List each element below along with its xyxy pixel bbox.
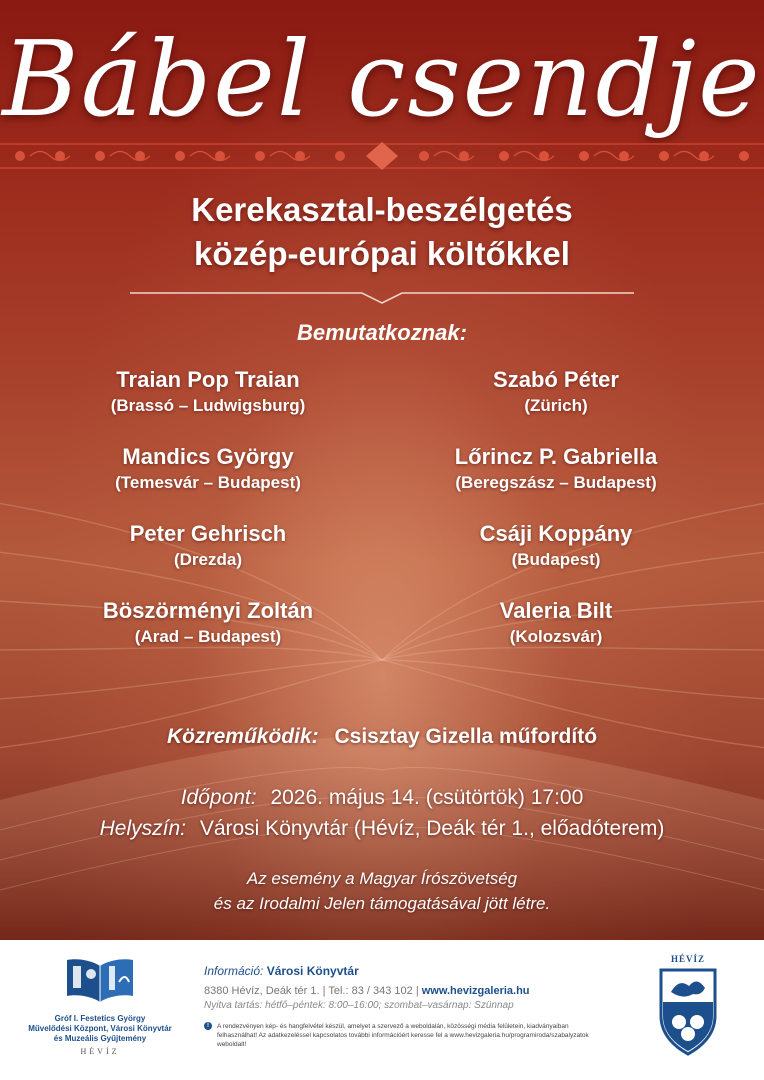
- presenter-location: (Arad – Budapest): [134, 627, 282, 646]
- org-line-1: Gróf I. Festetics György: [54, 1014, 146, 1023]
- organization-logo: [20, 952, 180, 1072]
- info-icon: !: [204, 1022, 212, 1030]
- presenter-item: [366, 366, 746, 443]
- presenter-name: Szabó Péter: [493, 367, 619, 392]
- presenters-left-column: [18, 366, 398, 674]
- contact-info: [204, 964, 624, 1011]
- presenter-item: [18, 443, 398, 520]
- info-label: Információ:: [204, 964, 264, 978]
- contributor-value: Csisztay Gizella műfordító: [334, 725, 598, 748]
- venue-value: Városi Könyvtár (Hévíz, Deák tér 1., előadóterem): [199, 817, 665, 840]
- separator: |: [415, 985, 422, 997]
- presenter-location: (Budapest): [511, 550, 601, 569]
- website-link[interactable]: www.hevizgaleria.hu: [421, 985, 530, 997]
- presenter-location: (Kolozsvár): [509, 627, 603, 646]
- organization-city: HÉVÍZ: [80, 1047, 120, 1056]
- heviz-crest: [648, 954, 728, 1074]
- presenter-location: (Drezda): [173, 550, 242, 569]
- time-line: [0, 782, 764, 813]
- time-label: Időpont:: [180, 786, 257, 809]
- org-line-3: és Muzeális Gyűjtemény: [53, 1034, 147, 1043]
- org-line-2: Művelődési Központ, Városi Könyvtár: [28, 1024, 172, 1033]
- presenter-item: [366, 443, 746, 520]
- contributor-line: [0, 725, 764, 749]
- crest-city: HÉVÍZ: [670, 954, 705, 964]
- heviz-crest-icon: [655, 964, 721, 1060]
- presenter-name: Csáji Koppány: [479, 521, 633, 546]
- support-line-2: és az Irodalmi Jelen támogatásával jött létre.: [213, 894, 551, 913]
- presenter-item: [18, 520, 398, 597]
- presenter-name: Valeria Bilt: [499, 598, 613, 623]
- venue-label: Helyszín:: [99, 817, 186, 840]
- divider-line: [0, 287, 764, 307]
- subtitle-line-1: Kerekasztal-beszélgetés: [191, 191, 573, 228]
- support-note: [0, 866, 764, 916]
- presenter-item: [366, 597, 746, 674]
- presenter-name: Böszörményi Zoltán: [102, 598, 314, 623]
- presenter-item: [18, 366, 398, 443]
- presenter-location: (Temesvár – Budapest): [115, 473, 301, 492]
- footer: [0, 940, 764, 1080]
- support-line-1: Az esemény a Magyar Írószövetség: [246, 869, 518, 888]
- venue-line: [0, 813, 764, 844]
- presenter-item: [366, 520, 746, 597]
- event-details: [0, 782, 764, 844]
- address: 8380 Hévíz, Deák tér 1.: [204, 985, 320, 997]
- organization-name: [20, 1014, 180, 1044]
- time-value: 2026. május 14. (csütörtök) 17:00: [270, 786, 584, 809]
- event-title: Bábel csendje: [2, 18, 762, 140]
- separator: |: [322, 985, 329, 997]
- presenter-name: Mandics György: [122, 444, 294, 469]
- phone: Tel.: 83 / 343 102: [328, 985, 413, 997]
- presenter-item: [18, 597, 398, 674]
- presenter-name: Lőrincz P. Gabriella: [454, 444, 658, 469]
- opening-hours: Nyitva tartás: hétfő–péntek: 8:00–16:00; szombat–vasárnap: Szünnap: [204, 1000, 514, 1011]
- info-line: [204, 964, 624, 978]
- presenters-heading: Bemutatkoznak:: [297, 320, 467, 345]
- notice-text: A rendezvényen kép- és hangfelvétel készül, amelyet a szervező a weboldalán, közösségi média felületein, kiadványaiban felhasználhat! Az adatkezeléssel kapcsolatos további információért keresse fel a www.hevizgaleria.hu/programiroda/szabalyzatok weboldalt!: [217, 1023, 589, 1048]
- contributor-label: Közreműködik:: [166, 725, 319, 748]
- ornament-border: [0, 138, 764, 174]
- recording-notice: [204, 1022, 604, 1049]
- presenters-right-column: [366, 366, 746, 674]
- subtitle-line-2: közép-európai költőkkel: [194, 235, 570, 272]
- presenter-name: Peter Gehrisch: [129, 521, 287, 546]
- presenter-location: (Beregszász – Budapest): [455, 473, 657, 492]
- address-line: [204, 985, 624, 997]
- info-value: Városi Könyvtár: [266, 964, 359, 978]
- presenter-name: Traian Pop Traian: [116, 367, 300, 392]
- presenter-location: (Brassó – Ludwigsburg): [110, 396, 306, 415]
- book-logo-icon: [65, 952, 135, 1008]
- presenter-location: (Zürich): [524, 396, 588, 415]
- event-subtitle: [0, 188, 764, 276]
